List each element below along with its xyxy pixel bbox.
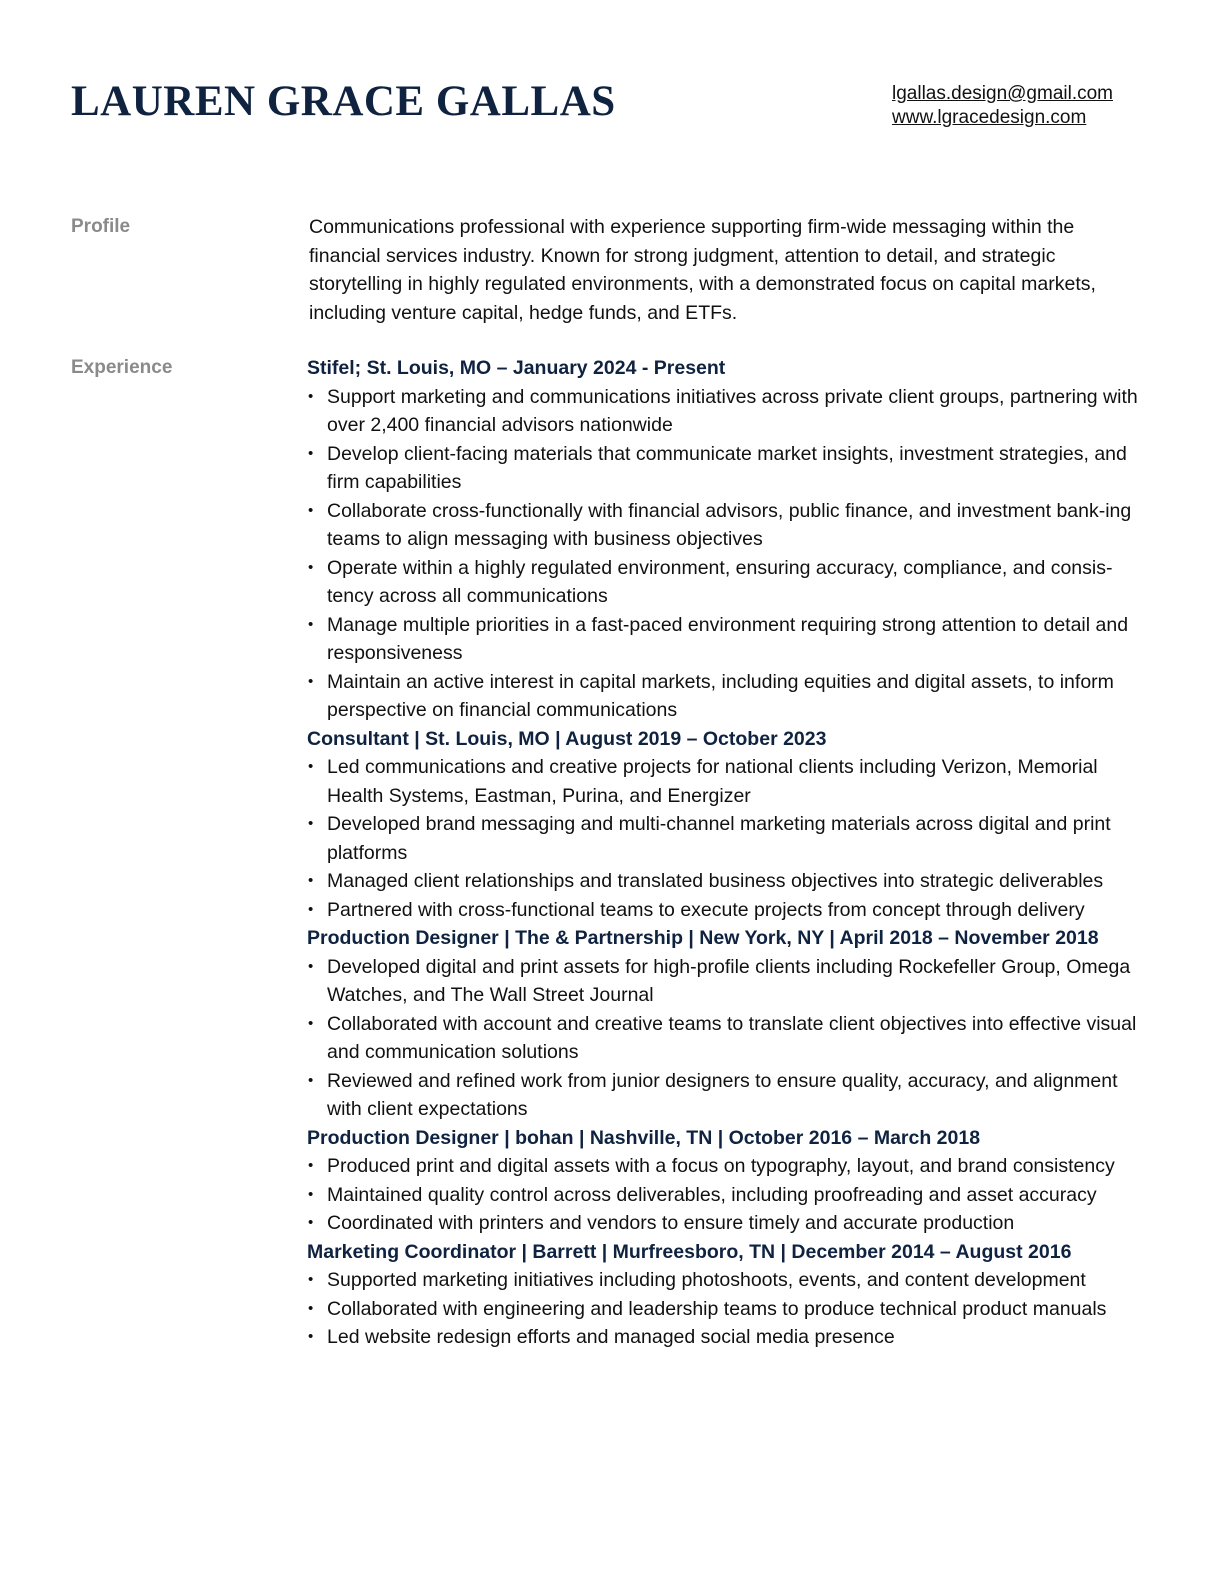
bullet-icon: •	[308, 872, 314, 889]
experience-list	[307, 354, 1157, 1352]
job-title: Consultant | St. Louis, MO | August 2019 – October 2023	[307, 727, 827, 750]
job-bullets	[307, 383, 1157, 725]
bullet-text: Managed client relationships and translated business objectives into strategic deliverables	[327, 870, 1104, 892]
bullet-icon: •	[308, 1328, 314, 1345]
bullet-icon: •	[308, 900, 314, 918]
job-entry	[307, 725, 1157, 925]
email-link[interactable]: lgallas.design@gmail.com	[892, 83, 1113, 104]
bullet-item	[307, 867, 1157, 896]
bullet-icon: •	[308, 387, 314, 405]
bullet-item	[307, 611, 1157, 668]
bullet-text: Collaborate cross-functionally with financial advisors, public finance, and investment bank-ing teams to align messaging with business objectives	[327, 499, 1132, 550]
bullet-icon: •	[308, 1299, 314, 1317]
bullet-item	[307, 753, 1157, 810]
job-bullets	[307, 753, 1157, 924]
bullet-text: Partnered with cross-functional teams to execute projects from concept through delivery	[327, 898, 1085, 921]
bullet-item	[307, 1067, 1157, 1124]
experience-heading: Experience	[71, 357, 173, 378]
bullet-item	[307, 1152, 1157, 1181]
job-entry	[307, 354, 1157, 725]
bullet-icon: •	[308, 444, 314, 462]
job-bullets	[307, 1266, 1157, 1352]
bullet-icon: •	[308, 615, 314, 633]
website-link[interactable]: www.lgracedesign.com	[892, 107, 1087, 128]
job-title: Marketing Coordinator | Barrett | Murfreesboro, TN | December 2014 – August 2016	[307, 1240, 1072, 1263]
bullet-icon: •	[308, 957, 314, 975]
bullet-item	[307, 1266, 1157, 1295]
bullet-icon: •	[308, 1071, 314, 1089]
bullet-item	[307, 497, 1157, 554]
bullet-item	[307, 440, 1157, 497]
bullet-text: Produced print and digital assets with a focus on typography, layout, and brand consistency	[327, 1155, 1115, 1177]
bullet-icon: •	[308, 558, 314, 576]
bullet-icon: •	[308, 1214, 314, 1231]
bullet-icon: •	[308, 815, 314, 832]
bullet-item	[307, 1010, 1157, 1067]
bullet-text: Developed brand messaging and multi-channel marketing materials across digital and print platforms	[327, 813, 1111, 864]
bullet-item	[307, 953, 1157, 1010]
bullet-item	[307, 1209, 1157, 1238]
bullet-icon: •	[308, 1185, 314, 1203]
bullet-text: Led communications and creative projects for national clients including Verizon, Memorial Health Systems, Eastman, Purina, and Energizer	[327, 756, 1098, 807]
bullet-icon: •	[308, 672, 314, 690]
bullet-item	[307, 554, 1157, 611]
bullet-text: Collaborated with engineering and leadership teams to produce technical product manuals	[327, 1297, 1107, 1320]
bullet-icon: •	[308, 501, 314, 519]
bullet-text: Led website redesign efforts and managed social media presence	[327, 1326, 895, 1348]
contact-block	[892, 82, 1113, 130]
bullet-text: Support marketing and communications initiatives across private client groups, partnering with over 2,400 financial advisors nationwide	[327, 385, 1138, 436]
bullet-text: Manage multiple priorities in a fast-paced environment requiring strong attention to detail and responsiveness	[327, 613, 1129, 664]
bullet-text: Collaborated with account and creative teams to translate client objectives into effective visual and communication solutions	[327, 1012, 1137, 1063]
job-title: Stifel; St. Louis, MO – January 2024 - Present	[307, 357, 726, 379]
bullet-text: Maintain an active interest in capital markets, including equities and digital assets, to inform perspective on financial communications	[327, 670, 1114, 721]
bullet-item	[307, 1295, 1157, 1324]
bullet-icon: •	[308, 1014, 314, 1032]
bullet-item	[307, 1181, 1157, 1210]
bullet-text: Develop client-facing materials that communicate market insights, investment strategies, and firm capabilities	[327, 442, 1127, 493]
bullet-icon: •	[308, 1271, 314, 1288]
job-bullets	[307, 1152, 1157, 1238]
job-entry	[307, 1124, 1157, 1238]
job-title: Production Designer | The & Partnership | New York, NY | April 2018 – November 2018	[307, 927, 1099, 949]
job-bullets	[307, 953, 1157, 1124]
bullet-text: Developed digital and print assets for high-profile clients including Rockefeller Group, Omega Watches, and The Wall Street Journal	[327, 955, 1131, 1006]
profile-summary: Communications professional with experience supporting firm-wide messaging within the financial services industry. Known for strong judgment, attention to detail, and strategic storytelling in highly regulated environments, with a demonstrated focus on capital markets, including venture capital, hedge funds, and ETFs.	[309, 216, 1096, 324]
bullet-text: Coordinated with printers and vendors to ensure timely and accurate production	[327, 1212, 1015, 1234]
bullet-text: Supported marketing initiatives including photoshoots, events, and content development	[327, 1269, 1086, 1291]
bullet-icon: •	[308, 1157, 314, 1174]
profile-heading: Profile	[71, 216, 131, 237]
candidate-name: LAUREN GRACE GALLAS	[71, 78, 616, 125]
job-entry	[307, 1238, 1157, 1352]
job-title: Production Designer | bohan | Nashville, TN | October 2016 – March 2018	[307, 1126, 981, 1149]
job-entry	[307, 924, 1157, 1124]
bullet-item	[307, 383, 1157, 440]
bullet-text: Operate within a highly regulated environment, ensuring accuracy, compliance, and consis-tency across all communications	[327, 556, 1113, 607]
bullet-item	[307, 1323, 1157, 1352]
bullet-text: Maintained quality control across deliverables, including proofreading and asset accuracy	[327, 1183, 1097, 1206]
bullet-text: Reviewed and refined work from junior designers to ensure quality, accuracy, and alignment with client expectations	[327, 1069, 1118, 1120]
bullet-item	[307, 668, 1157, 725]
bullet-item	[307, 896, 1157, 925]
bullet-icon: •	[308, 758, 314, 775]
bullet-item	[307, 810, 1157, 867]
